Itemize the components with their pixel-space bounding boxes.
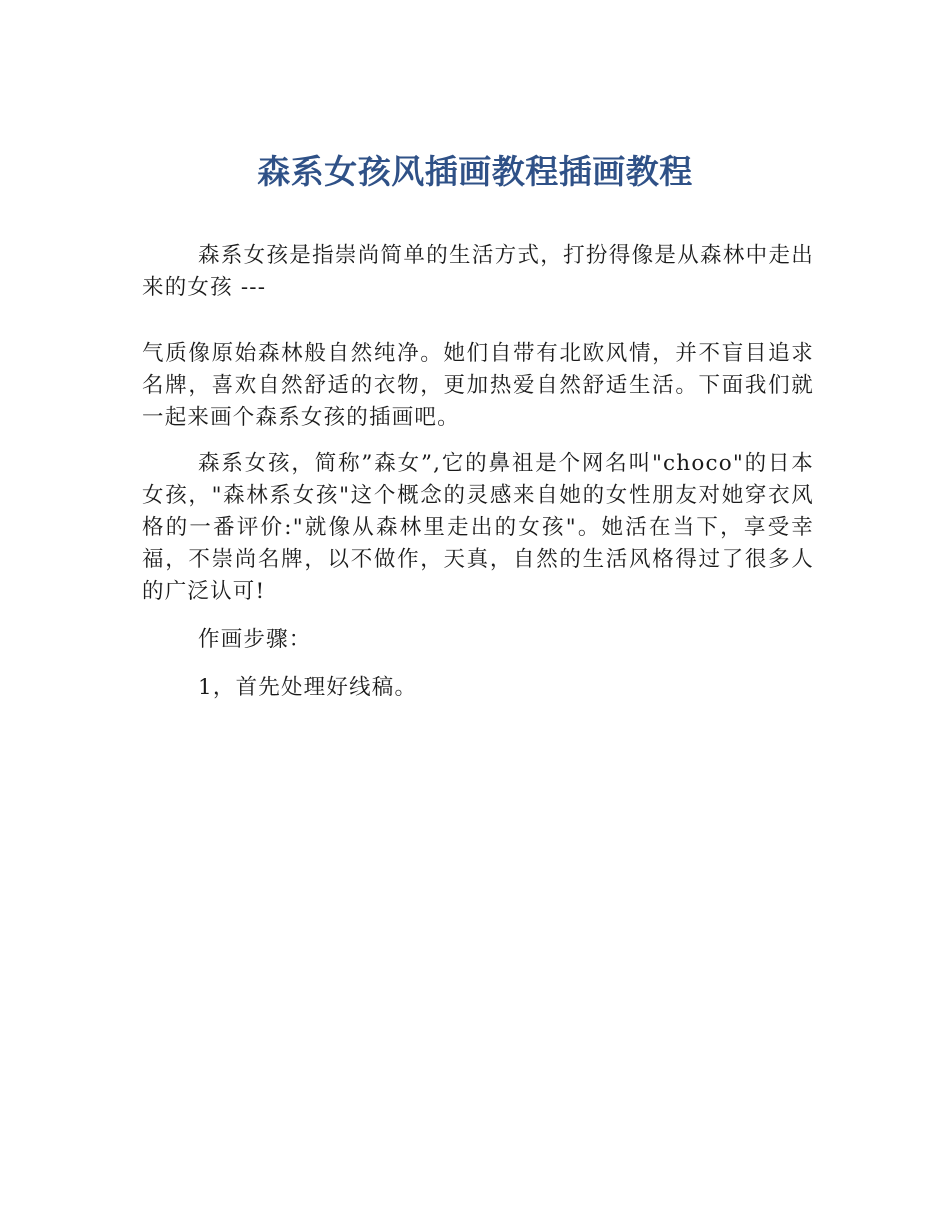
paragraph-origin: 森系女孩，简称”森女”,它的鼻祖是个网名叫"choco"的日本女孩，"森林系女孩"这个概念的灵感来自她的女性朋友对她穿衣风格的一番评价:"就像从森林里走出的女孩"。她活在当下，享受幸福，不崇尚名牌，以不做作，天真，自然的生活风格得过了很多人的广泛认可!	[142, 451, 814, 604]
paragraph-steps-heading: 作画步骤：	[198, 627, 312, 652]
document-body	[142, 240, 814, 704]
paragraph-intro: 森系女孩是指崇尚简单的生活方式，打扮得像是从森林中走出来的女孩 ---	[142, 243, 814, 300]
document-title: 森系女孩风插画教程插画教程	[257, 152, 693, 191]
paragraph-description: 气质像原始森林般自然纯净。她们自带有北欧风情，并不盲目追求名牌，喜欢自然舒适的衣物，更加热爱自然舒适生活。下面我们就一起来画个森系女孩的插画吧。	[142, 341, 814, 430]
paragraph-step-1: 1，首先处理好线稿。	[198, 675, 418, 700]
